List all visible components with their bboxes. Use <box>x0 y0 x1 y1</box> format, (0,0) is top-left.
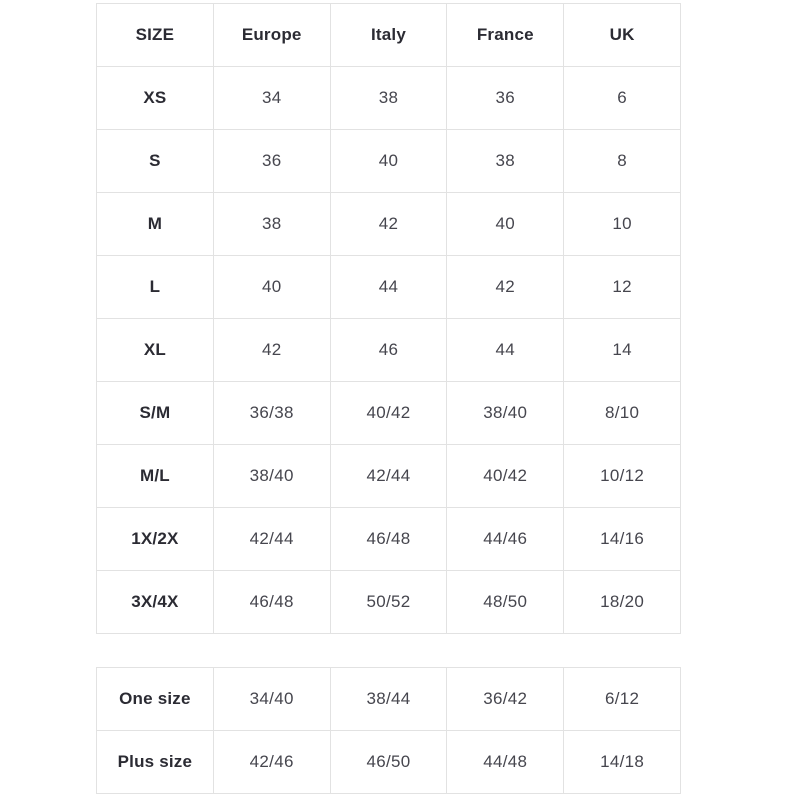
value-cell: 40 <box>330 130 447 193</box>
value-cell: 6 <box>564 67 681 130</box>
size-label-cell: L <box>97 256 214 319</box>
value-cell: 12 <box>564 256 681 319</box>
column-header-size: SIZE <box>97 4 214 67</box>
table-row <box>97 731 681 794</box>
value-cell: 42/44 <box>330 445 447 508</box>
value-cell: 18/20 <box>564 571 681 634</box>
size-label-cell: 3X/4X <box>97 571 214 634</box>
value-cell: 36/42 <box>447 668 564 731</box>
table-row <box>97 319 681 382</box>
value-cell: 34 <box>213 67 330 130</box>
value-cell: 46/50 <box>330 731 447 794</box>
table-row <box>97 256 681 319</box>
value-cell: 44 <box>447 319 564 382</box>
value-cell: 44/46 <box>447 508 564 571</box>
size-label-cell: S <box>97 130 214 193</box>
size-label-cell: Plus size <box>97 731 214 794</box>
size-label-cell: M <box>97 193 214 256</box>
value-cell: 34/40 <box>213 668 330 731</box>
size-label-cell: One size <box>97 668 214 731</box>
value-cell: 10/12 <box>564 445 681 508</box>
value-cell: 36 <box>213 130 330 193</box>
value-cell: 42 <box>447 256 564 319</box>
value-cell: 38/40 <box>213 445 330 508</box>
table-row <box>97 508 681 571</box>
size-label-cell: 1X/2X <box>97 508 214 571</box>
column-header-europe: Europe <box>213 4 330 67</box>
value-cell: 14 <box>564 319 681 382</box>
special-size-table <box>96 667 681 794</box>
table-row <box>97 382 681 445</box>
value-cell: 14/18 <box>564 731 681 794</box>
size-label-cell: XS <box>97 67 214 130</box>
value-cell: 40 <box>447 193 564 256</box>
table-row <box>97 67 681 130</box>
value-cell: 36 <box>447 67 564 130</box>
value-cell: 40/42 <box>447 445 564 508</box>
value-cell: 42/44 <box>213 508 330 571</box>
size-conversion-table <box>96 3 681 634</box>
size-label-cell: S/M <box>97 382 214 445</box>
value-cell: 46/48 <box>213 571 330 634</box>
value-cell: 42 <box>330 193 447 256</box>
value-cell: 36/38 <box>213 382 330 445</box>
table-header-row <box>97 4 681 67</box>
size-label-cell: XL <box>97 319 214 382</box>
table-gap <box>96 634 800 667</box>
value-cell: 50/52 <box>330 571 447 634</box>
column-header-italy: Italy <box>330 4 447 67</box>
value-cell: 46 <box>330 319 447 382</box>
value-cell: 40/42 <box>330 382 447 445</box>
value-cell: 42/46 <box>213 731 330 794</box>
value-cell: 42 <box>213 319 330 382</box>
value-cell: 44/48 <box>447 731 564 794</box>
value-cell: 48/50 <box>447 571 564 634</box>
value-cell: 44 <box>330 256 447 319</box>
table-row <box>97 571 681 634</box>
value-cell: 8 <box>564 130 681 193</box>
value-cell: 38/44 <box>330 668 447 731</box>
value-cell: 38 <box>213 193 330 256</box>
value-cell: 6/12 <box>564 668 681 731</box>
column-header-france: France <box>447 4 564 67</box>
value-cell: 38 <box>330 67 447 130</box>
value-cell: 46/48 <box>330 508 447 571</box>
table-row <box>97 668 681 731</box>
table-row <box>97 445 681 508</box>
value-cell: 14/16 <box>564 508 681 571</box>
table-row <box>97 193 681 256</box>
value-cell: 40 <box>213 256 330 319</box>
size-label-cell: M/L <box>97 445 214 508</box>
value-cell: 10 <box>564 193 681 256</box>
value-cell: 38/40 <box>447 382 564 445</box>
value-cell: 8/10 <box>564 382 681 445</box>
column-header-uk: UK <box>564 4 681 67</box>
table-row <box>97 130 681 193</box>
value-cell: 38 <box>447 130 564 193</box>
